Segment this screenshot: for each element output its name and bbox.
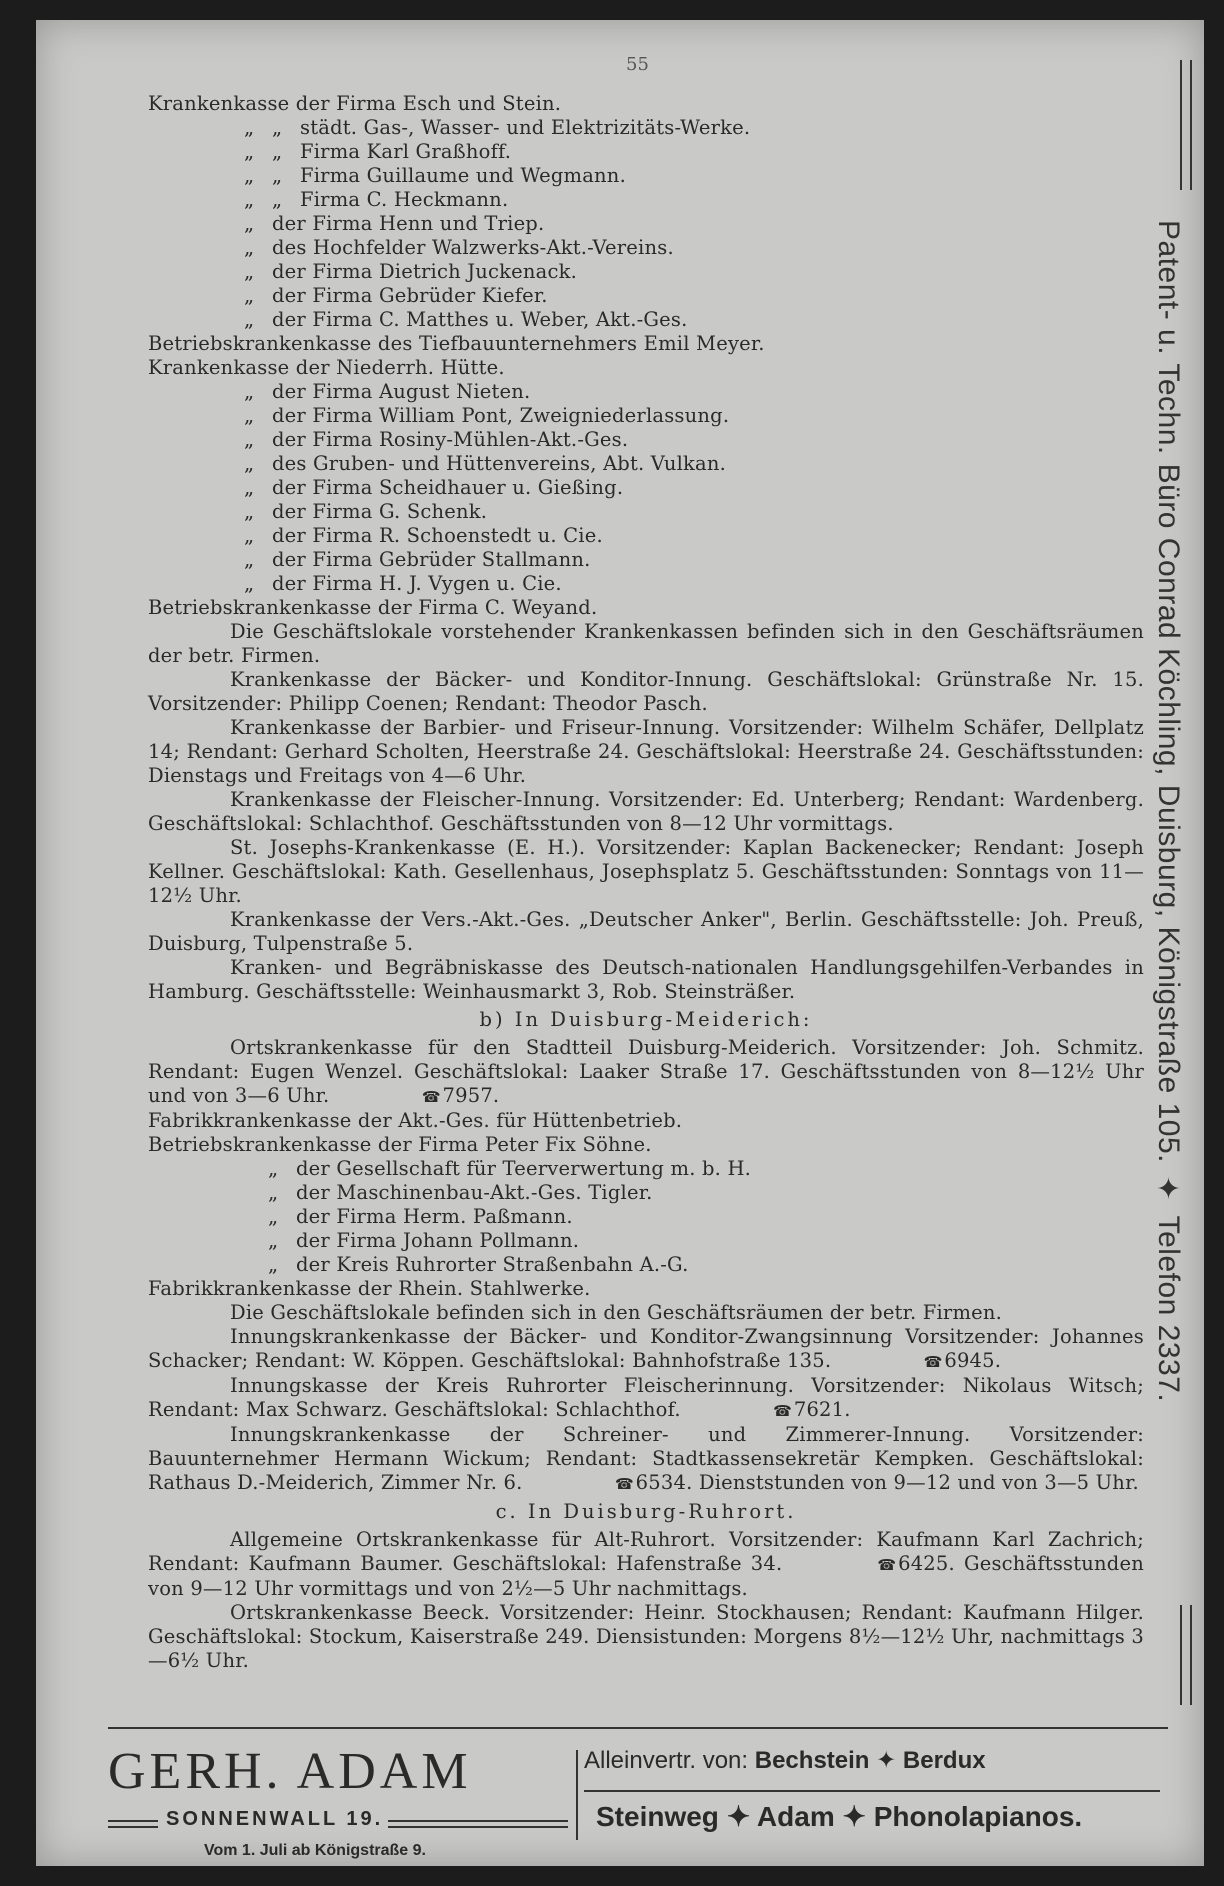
ditto-mark: „ — [268, 1181, 279, 1204]
list-item — [148, 1181, 1144, 1205]
list-item-text: der Firma C. Matthes u. Weber, Akt.-Ges. — [272, 308, 688, 331]
list-item-text: Betriebskrankenkasse der Firma C. Weyand. — [148, 596, 598, 619]
divider — [108, 1820, 158, 1828]
paragraph-text: Allgemeine Ortskrankenkasse für Alt-Ruhrort. Vorsitzender: Kaufmann Karl Zachrich; Rendant: Kaufmann Baumer. Geschäftslokal: Hafenstraße 34. — [148, 1528, 1144, 1575]
phone-number: 7957. — [442, 1084, 500, 1107]
paragraphs-b — [148, 1301, 1144, 1496]
list-item-text: der Firma Rosiny-Mühlen-Akt.-Ges. — [272, 428, 629, 451]
main-content — [148, 92, 1144, 1673]
list-item — [148, 356, 1144, 380]
paragraph: St. Josephs-Krankenkasse (E. H.). Vorsitzender: Kaplan Backenecker; Rendant: Joseph Kellner. Geschäftslokal: Kath. Gesellenhaus, Josephsplatz 5. Geschäftsstunden: Sonntags von 11—12½ Uhr. — [148, 836, 1144, 907]
ditto-mark: „ — [272, 116, 283, 139]
list-item — [148, 524, 1144, 548]
list-item — [148, 260, 1144, 284]
footer-divider — [576, 1750, 578, 1840]
section-heading-b: b) In Duisburg-Meiderich: — [479, 1008, 813, 1031]
list-item — [148, 1205, 1144, 1229]
telephone-icon: ☎ — [614, 1475, 632, 1493]
list-item — [148, 212, 1144, 236]
brand-bechstein: Bechstein — [754, 1747, 870, 1774]
paragraph-text: Innungskrankenkasse der Schreiner- und Zimmerer-Innung. Vorsitzender: Bauunternehmer Hermann Wickum; Rendant: Stadtkassensekretär Kempken. Geschäftslokal: Rathaus D.-Meiderich, Zimmer Nr. 6. — [148, 1423, 1144, 1494]
paragraphs-a — [148, 620, 1144, 1004]
section-heading-c: c. In Duisburg-Ruhrort. — [495, 1500, 797, 1523]
ditto-mark: „ — [272, 164, 283, 187]
address-note: Vom 1. Juli ab Königstraße 9. — [204, 1842, 426, 1859]
paragraph — [148, 1601, 1144, 1673]
paragraph: Krankenkasse der Bäcker- und Konditor-Innung. Geschäftslokal: Grünstraße Nr. 15. Vorsitzender: Philipp Coenen; Rendant: Theodor Pasch. — [148, 668, 1144, 715]
ditto-mark: „ — [244, 140, 255, 163]
list-item-text: des Hochfelder Walzwerks-Akt.-Vereins. — [272, 236, 674, 259]
brands-line — [596, 1800, 1082, 1833]
dealer-line — [584, 1746, 986, 1775]
list-item-text: Betriebskrankenkasse der Firma Peter Fix Söhne. — [148, 1133, 652, 1156]
paragraph-text: Ortskrankenkasse Beeck. Vorsitzender: Heinr. Stockhausen; Rendant: Kaufmann Hilger. Geschäftslokal: Stockum, Kaiserstraße 249. Diensistunden: Morgens 8½—12½ Uhr, nachmittags 3—6½ Uhr. — [148, 1601, 1144, 1672]
ditto-mark: „ — [244, 236, 255, 259]
ditto-mark: „ — [272, 188, 283, 211]
separator-icon: ✦ — [842, 1801, 866, 1832]
list-block-a — [148, 92, 1144, 620]
list-item — [148, 428, 1144, 452]
list-item — [148, 140, 1144, 164]
ditto-mark: „ — [244, 428, 255, 451]
list-item — [148, 1277, 1144, 1301]
list-item — [148, 164, 1144, 188]
list-item — [148, 476, 1144, 500]
list-item-text: Firma C. Heckmann. — [300, 188, 509, 211]
ditto-mark: „ — [244, 380, 255, 403]
paragraph: Krankenkasse der Barbier- und Friseur-Innung. Vorsitzender: Wilhelm Schäfer, Dellplatz 14; Rendant: Gerhard Scholten, Heerstraße 24. Geschäftslokal: Heerstraße 24. Geschäftsstunden: Dienstags und Freitags von 4—6 Uhr. — [148, 716, 1144, 787]
telephone-icon: ☎ — [421, 1088, 439, 1106]
footer-underline — [584, 1790, 1160, 1792]
ditto-mark: „ — [268, 1205, 279, 1228]
ditto-mark: „ — [244, 452, 255, 475]
ditto-mark: „ — [244, 500, 255, 523]
paragraph: Krankenkasse der Fleischer-Innung. Vorsitzender: Ed. Unterberg; Rendant: Wardenberg. Geschäftslokal: Schlachthof. Geschäftsstunden von 8—12 Uhr vormittags. — [148, 788, 1144, 835]
paragraph-text: Innungskasse der Kreis Ruhrorter Fleischerinnung. Vorsitzender: Nikolaus Witsch; Rendant: Max Schwarz. Geschäftslokal: Schlachthof. — [148, 1374, 1144, 1421]
paragraph-text: Dienststunden von 9—12 und von 3—5 Uhr. — [692, 1471, 1139, 1494]
list-item-text: Betriebskrankenkasse des Tiefbauunternehmers Emil Meyer. — [148, 332, 765, 355]
ditto-mark: „ — [268, 1157, 279, 1180]
list-item-text: Fabrikkrankenkasse der Akt.-Ges. für Hüttenbetrieb. — [148, 1109, 683, 1132]
footer-rule — [108, 1727, 1168, 1729]
list-item-text: Firma Karl Graßhoff. — [300, 140, 512, 163]
list-item — [148, 116, 1144, 140]
paragraph — [148, 1528, 1144, 1601]
list-item — [148, 1229, 1144, 1253]
phone-number: 6425. — [898, 1552, 955, 1575]
ditto-mark: „ — [244, 572, 255, 595]
brand-steinweg: Steinweg — [596, 1801, 719, 1832]
ditto-mark: „ — [268, 1229, 279, 1252]
telephone-icon: ☎ — [877, 1556, 895, 1574]
page-number: 55 — [626, 54, 649, 75]
list-item — [148, 452, 1144, 476]
list-item-text: der Firma Gebrüder Kiefer. — [272, 284, 548, 307]
rep-prefix: Alleinvertr. von: — [584, 1747, 749, 1774]
telephone-icon: ☎ — [773, 1402, 790, 1420]
paragraph — [148, 1301, 1144, 1325]
list-item — [148, 596, 1144, 620]
separator-icon: ✦ — [726, 1801, 751, 1832]
list-item — [148, 548, 1144, 572]
list-item-text: der Gesellschaft für Teerverwertung m. b. H. — [296, 1157, 752, 1180]
paragraph: Krankenkasse der Vers.-Akt.-Ges. „Deutscher Anker", Berlin. Geschäftsstelle: Joh. Preuß, Duisburg, Tulpenstraße 5. — [148, 908, 1144, 955]
ditto-mark: „ — [268, 1253, 279, 1276]
sidebar-advert-text: Patent- u. Techn. Büro Conrad Köchling, Duisburg, Königstraße 105. ✦ Telefon 2337. — [1152, 220, 1185, 1403]
advert-sidebar — [1152, 60, 1216, 1710]
list-item-text: der Maschinenbau-Akt.-Ges. Tigler. — [296, 1181, 653, 1204]
ditto-mark: „ — [244, 116, 255, 139]
list-item-text: städt. Gas-, Wasser- und Elektrizitäts-Werke. — [300, 116, 751, 139]
paragraph: Kranken- und Begräbniskasse des Deutsch-nationalen Handlungsgehilfen-Verbandes in Hamburg. Geschäftsstelle: Weinhausmarkt 3, Rob. Steinsträßer. — [148, 956, 1144, 1003]
list-item — [148, 380, 1144, 404]
list-item-text: der Firma G. Schenk. — [272, 500, 488, 523]
list-item-text: des Gruben- und Hüttenvereins, Abt. Vulkan. — [272, 452, 727, 475]
ditto-mark: „ — [244, 212, 255, 235]
ditto-mark: „ — [244, 308, 255, 331]
paragraphs-c — [148, 1528, 1144, 1673]
paragraph-text: Ortskrankenkasse für den Stadtteil Duisburg-Meiderich. Vorsitzender: Joh. Schmitz. Rendant: Eugen Wenzel. Geschäftslokal: Laaker Straße 17. Geschäftsstunden von 8—12½ Uhr und von 3—6 Uhr. — [148, 1036, 1144, 1107]
list-item — [148, 500, 1144, 524]
list-item-text: der Firma Scheidhauer u. Gießing. — [272, 476, 624, 499]
list-item-text: der Firma H. J. Vygen u. Cie. — [272, 572, 562, 595]
ditto-mark: „ — [244, 284, 255, 307]
list-item-text: Krankenkasse der Niederrh. Hütte. — [148, 356, 505, 379]
list-item — [148, 188, 1144, 212]
list-item — [148, 572, 1144, 596]
phone-number: 6534. — [635, 1471, 693, 1494]
list-item-text: Fabrikkrankenkasse der Rhein. Stahlwerke. — [148, 1277, 591, 1300]
list-item-text: der Firma Herm. Paßmann. — [296, 1205, 573, 1228]
brand-phonolapianos: Phonolapianos. — [873, 1801, 1083, 1832]
paragraph — [148, 1423, 1144, 1496]
list-item-text: der Firma Dietrich Juckenack. — [272, 260, 578, 283]
list-item — [148, 1133, 1144, 1157]
list-item — [148, 332, 1144, 356]
page — [36, 20, 1204, 1866]
list-item-text: der Firma William Pont, Zweigniederlassung. — [272, 404, 730, 427]
paragraph — [148, 1325, 1144, 1374]
ditto-mark: „ — [244, 476, 255, 499]
divider — [388, 1820, 568, 1828]
list-item-text: der Firma R. Schoenstedt u. Cie. — [272, 524, 603, 547]
list-item — [148, 1253, 1144, 1277]
list-item — [148, 236, 1144, 260]
ditto-mark: „ — [244, 548, 255, 571]
paragraph-text: Die Geschäftslokale befinden sich in den Geschäftsräumen der betr. Firmen. — [230, 1301, 1003, 1324]
paragraph — [148, 1374, 1144, 1423]
list-item-text: Krankenkasse der Firma Esch und Stein. — [148, 92, 562, 115]
paragraph-text: Innungskrankenkasse der Bäcker- und Konditor-Zwangsinnung Vorsitzender: Johannes Schacker; Rendant: W. Köppen. Geschäftslokal: Bahnhofstraße 135. — [148, 1325, 1144, 1372]
ditto-mark: „ — [244, 260, 255, 283]
company-name: GERH. ADAM — [108, 1743, 472, 1800]
ditto-mark: „ — [244, 524, 255, 547]
paragraph — [148, 1036, 1144, 1109]
list-item — [148, 284, 1144, 308]
list-item — [148, 308, 1144, 332]
phone-number: 7621. — [793, 1398, 851, 1421]
paragraph-text: Geschäftsstunden von 9—12 Uhr vormittags und von 2½—5 Uhr nachmittags. — [148, 1552, 1144, 1600]
phone-number: 6945. — [944, 1349, 1002, 1372]
telephone-icon: ☎ — [923, 1353, 941, 1371]
list-item-text: der Firma August Nieten. — [272, 380, 531, 403]
sidebar-rule-top — [1180, 60, 1192, 190]
brand-berdux: Berdux — [902, 1747, 986, 1774]
company-street: SONNENWALL 19. — [166, 1808, 384, 1830]
ditto-mark: „ — [244, 188, 255, 211]
ditto-mark: „ — [244, 404, 255, 427]
list-block-b — [148, 1109, 1144, 1301]
list-item-text: der Firma Gebrüder Stallmann. — [272, 548, 591, 571]
list-item — [148, 92, 1144, 116]
sidebar-rule-bottom — [1180, 1605, 1192, 1705]
list-item — [148, 404, 1144, 428]
separator-icon: ✦ — [876, 1747, 897, 1774]
list-item — [148, 1109, 1144, 1133]
ditto-mark: „ — [244, 164, 255, 187]
paragraph: Die Geschäftslokale vorstehender Krankenkassen befinden sich in den Geschäftsräumen der betr. Firmen. — [148, 620, 1144, 667]
brand-adam: Adam — [756, 1801, 835, 1832]
list-item — [148, 1157, 1144, 1181]
list-item-text: der Firma Johann Pollmann. — [296, 1229, 580, 1252]
list-item-text: der Firma Henn und Triep. — [272, 212, 545, 235]
list-item-text: der Kreis Ruhrorter Straßenbahn A.-G. — [296, 1253, 689, 1276]
ditto-mark: „ — [272, 140, 283, 163]
list-item-text: Firma Guillaume und Wegmann. — [300, 164, 626, 187]
